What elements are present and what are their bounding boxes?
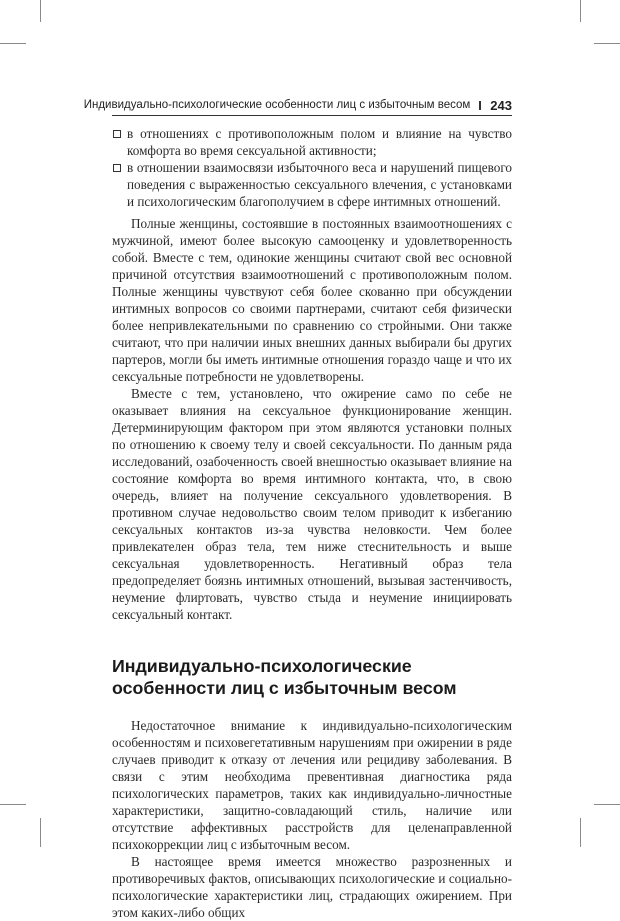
list-item [112, 125, 512, 159]
paragraph: Полные женщины, состоявшие в постоянных взаимоотношениях с мужчиной, имеют более высокую самооценку и удовлетворенность собой. Вместе с тем, одинокие женщины считают свой вес основной причиной отсутствия взаимоотношений с противоположным полом. Полные женщины чувствуют себя более скованно при обсуждении интимных вопросов со своими партнерами, считают себя физически более непривлекательными по сравнению со стройными. Они также считают, что при наличии иных внешних данных выбирали бы других партеров, могли бы иметь интимные отношения гораздо чаще и что их сексуальные потребности не удовлетворены. [112, 216, 512, 384]
square-bullet-icon [479, 101, 481, 110]
page-number: 243 [490, 97, 512, 113]
crop-mark-top-left-horizontal [0, 43, 26, 44]
paragraph: Вместе с тем, установлено, что ожирение само по себе не оказывает влияния на сексуальное функционирование женщин. Детерминирующим фактором при этом являются установки полных по отношению к своему телу и своей сексуальности. По данным ряда исследований, озабоченность своей внешностью оказывает влияние на состояние комфорта во время интимного контакта, что, в свою очередь, влияет на получение сексуального удовлетворения. В противном случае недовольство своим телом приводит к избеганию сексуальных контактов из-за чувства неловкости. Чем более привлекателен образ тела, тем ниже стеснительность и выше сексуальная удовлетворенность. Негативный образ тела предопределяет боязнь интимных отношений, вызывая застенчивость, неумение флиртовать, чувство стыда и неумение инициировать сексуальный контакт. [112, 386, 512, 622]
paragraph: В настоящее время имеется множество разрозненных и противоречивых фактов, описывающих психологические и социально-психологические характеристики лиц, страдающих ожирением. При этом каких-либо общих [112, 854, 512, 920]
square-bullet-icon [113, 164, 121, 172]
page-body [112, 125, 512, 921]
running-head [83, 97, 512, 113]
crop-mark-top-right-vertical [580, 0, 581, 22]
crop-mark-bottom-left-horizontal [0, 804, 26, 805]
crop-mark-top-left-vertical [40, 0, 41, 22]
list-item-text: в отношении взаимосвязи избыточного веса и нарушений пищевого поведения с выраженностью сексуального влечения, с установками и психологическим благополучием в сфере интимных отношений. [127, 160, 512, 209]
header-rule [112, 115, 512, 116]
paragraph: Недостаточное внимание к индивидуально-психологическим особенностям и психовегетативным нарушениям при ожирении в ряде случаев приводит к отказу от лечения или рецидиву заболевания. В связи с этим необходима превентивная диагностика ряда психологических параметров, таких как индивидуально-личностные характеристики, защитно-совладающий стиль, наличие или отсутствие аффективных расстройств для целенаправленной психокоррекции лиц с избыточным весом. [112, 718, 512, 852]
section-heading: Индивидуально-психологические особенности лиц с избыточным весом [112, 656, 457, 698]
running-head-title: Индивидуально-психологические особенности лиц с избыточным весом [83, 99, 471, 111]
crop-mark-bottom-right-vertical [580, 818, 581, 847]
square-bullet-icon [113, 130, 121, 138]
bullet-list [112, 125, 512, 210]
list-item [112, 159, 512, 210]
list-item-text: в отношениях с противоположным полом и влияние на чувство комфорта во время сексуальной активности; [127, 126, 512, 158]
crop-mark-top-right-horizontal [594, 43, 620, 44]
crop-mark-bottom-right-horizontal [594, 804, 620, 805]
crop-mark-bottom-left-vertical [40, 818, 41, 847]
